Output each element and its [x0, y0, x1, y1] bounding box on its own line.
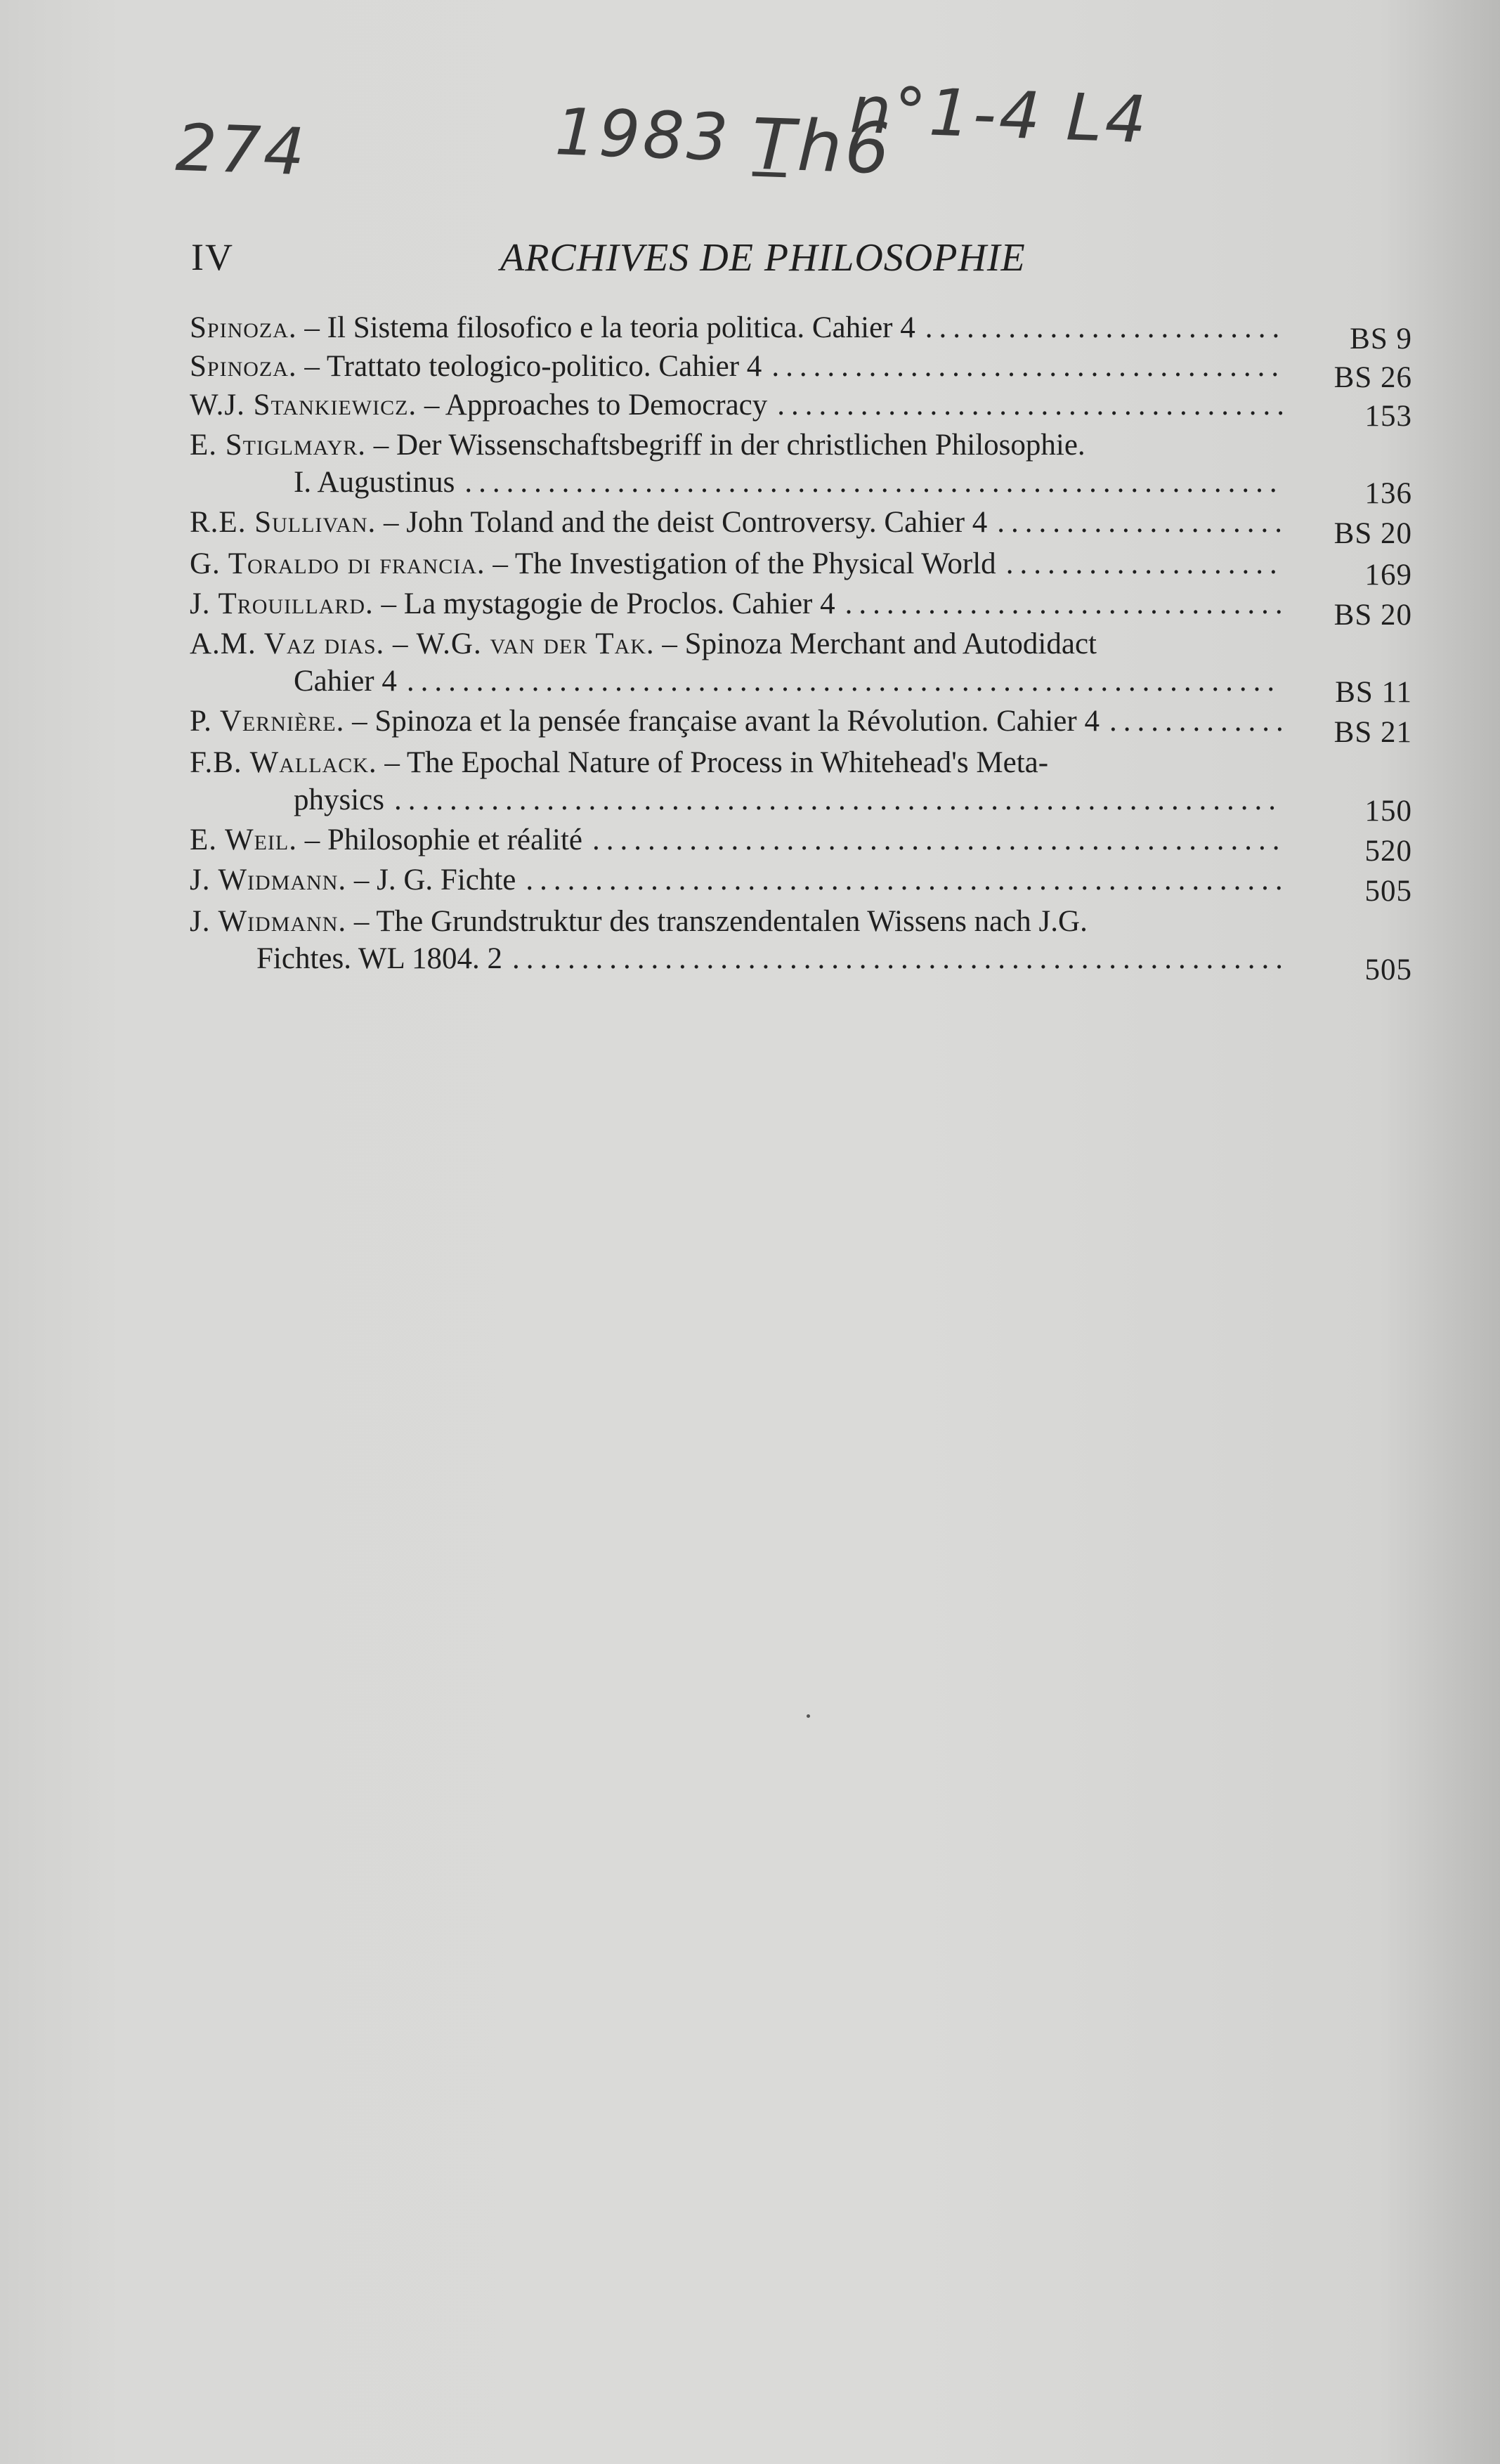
entry-continuation-line [190, 464, 1412, 501]
entry-title: – The Grundstruktur des transzendentalen Wissens nach J.G. [353, 905, 1088, 938]
entry-page-reference: 169 [1364, 559, 1412, 592]
entry-author: E. Weil. [190, 823, 297, 856]
index-entries [190, 309, 1412, 986]
dot-leader: ................................................................ [394, 783, 1282, 816]
entry-first-line [190, 903, 1412, 940]
page-number: IV [191, 236, 234, 278]
index-entry [190, 309, 1412, 356]
entry-first-line [190, 703, 1412, 740]
dot-leader: ..................... [997, 506, 1289, 539]
index-entry [190, 504, 1412, 550]
entry-title: – Approaches to Democracy [424, 389, 768, 422]
index-entry [190, 744, 1412, 828]
entry-page-reference: 505 [1364, 953, 1412, 986]
entry-title: – La mystagogie de Proclos. Cahier 4 [381, 587, 835, 620]
entry-first-line [190, 625, 1412, 663]
paper-speck [807, 1714, 810, 1718]
dot-leader: ........................................................ [511, 942, 1289, 975]
entry-title: – Trattato teologico-politico. Cahier 4 [304, 350, 762, 383]
handwritten-note-shelf: Th6 [750, 103, 894, 190]
entry-page-reference: BS 9 [1350, 322, 1412, 356]
entry-first-line [190, 861, 1412, 899]
index-entry [190, 585, 1412, 632]
dot-leader: .................................................. [592, 823, 1286, 856]
entry-author: J. Widmann. [190, 905, 347, 938]
dot-leader: ....................................................... [526, 863, 1289, 897]
entry-title: I. Augustinus [294, 466, 455, 499]
entry-page-reference: BS 20 [1333, 599, 1412, 632]
entry-author: W.J. Stankiewicz. [190, 389, 417, 422]
entry-page-reference: BS 11 [1335, 676, 1412, 709]
entry-page-reference: 505 [1364, 875, 1412, 908]
entry-title: – Spinoza Merchant and Autodidact [662, 627, 1097, 660]
entry-page-reference: 520 [1364, 835, 1412, 868]
index-entry [190, 903, 1412, 986]
entry-title: physics [294, 783, 384, 816]
index-entry [190, 703, 1412, 749]
entry-first-line [190, 504, 1412, 541]
entry-author: F.B. Wallack. [190, 746, 377, 779]
dot-leader: .......................... [925, 311, 1286, 344]
journal-title: ARCHIVES DE PHILOSOPHIE [500, 236, 1026, 280]
dot-leader: ............. [1109, 705, 1290, 738]
dot-leader: .................... [1005, 547, 1284, 580]
entry-title: – Philosophie et réalité [304, 823, 582, 856]
entry-continuation-line [190, 663, 1412, 700]
index-entry [190, 861, 1412, 908]
dot-leader: ..................................... [771, 350, 1286, 383]
index-entry [190, 545, 1412, 592]
index-entry [190, 426, 1412, 510]
dot-leader: ..................................... [777, 389, 1291, 422]
entry-author: E. Stiglmayr. [190, 429, 366, 462]
entry-title: – John Toland and the deist Controversy. Cahier 4 [384, 506, 988, 539]
entry-page-reference: 153 [1364, 400, 1412, 433]
dot-leader: ................................ [844, 587, 1289, 620]
entry-first-line [190, 744, 1412, 781]
entry-continuation-line [190, 940, 1412, 977]
entry-first-line [190, 309, 1412, 346]
entry-title: – The Investigation of the Physical World [493, 547, 996, 580]
entry-author: J. Trouillard. [190, 587, 374, 620]
entry-author: Spinoza. [190, 350, 297, 383]
entry-author: P. Vernière. [190, 705, 345, 738]
entry-title: Fichtes. WL 1804. 2 [256, 942, 502, 975]
entry-page-reference: BS 20 [1333, 517, 1412, 550]
entry-first-line [190, 545, 1412, 582]
entry-continuation-line [190, 781, 1412, 819]
entry-title: – Spinoza et la pensée française avant la Révolution. Cahier 4 [352, 705, 1100, 738]
entry-title: – Der Wissenschaftsbegriff in der christlichen Philosophie. [373, 429, 1085, 462]
entry-page-reference: BS 21 [1333, 716, 1412, 749]
entry-author: Spinoza. [190, 311, 297, 344]
entry-author: J. Widmann. [190, 863, 347, 897]
entry-page-reference: 150 [1364, 795, 1412, 828]
entry-title: – Il Sistema filosofico e la teoria politica. Cahier 4 [304, 311, 915, 344]
index-entry [190, 821, 1412, 868]
entry-first-line [190, 348, 1412, 385]
entry-author: G. Toraldo di francia. [190, 547, 485, 580]
entry-author: R.E. Sullivan. [190, 506, 377, 539]
entry-title: – The Epochal Nature of Process in Whitehead's Meta- [384, 746, 1049, 779]
entry-first-line [190, 386, 1412, 424]
handwritten-note-number: 274 [174, 110, 309, 190]
index-entry [190, 348, 1412, 394]
entry-first-line [190, 426, 1412, 464]
entry-author: A.M. Vaz dias. – W.G. van der Tak. [190, 627, 655, 660]
index-entry [190, 386, 1412, 433]
page-header [191, 235, 1417, 292]
dot-leader: ........................................................... [464, 466, 1284, 499]
entry-title: – J. G. Fichte [353, 863, 516, 897]
entry-page-reference: 136 [1364, 477, 1412, 510]
handwritten-note-issue: n°1-4 L4 [849, 72, 1151, 158]
handwritten-note-year: 1983 _ [554, 94, 791, 178]
dot-leader: ............................................................... [406, 665, 1281, 698]
entry-first-line [190, 821, 1412, 859]
entry-first-line [190, 585, 1412, 622]
index-entry [190, 625, 1412, 709]
entry-title: Cahier 4 [294, 665, 397, 698]
entry-page-reference: BS 26 [1333, 361, 1412, 394]
